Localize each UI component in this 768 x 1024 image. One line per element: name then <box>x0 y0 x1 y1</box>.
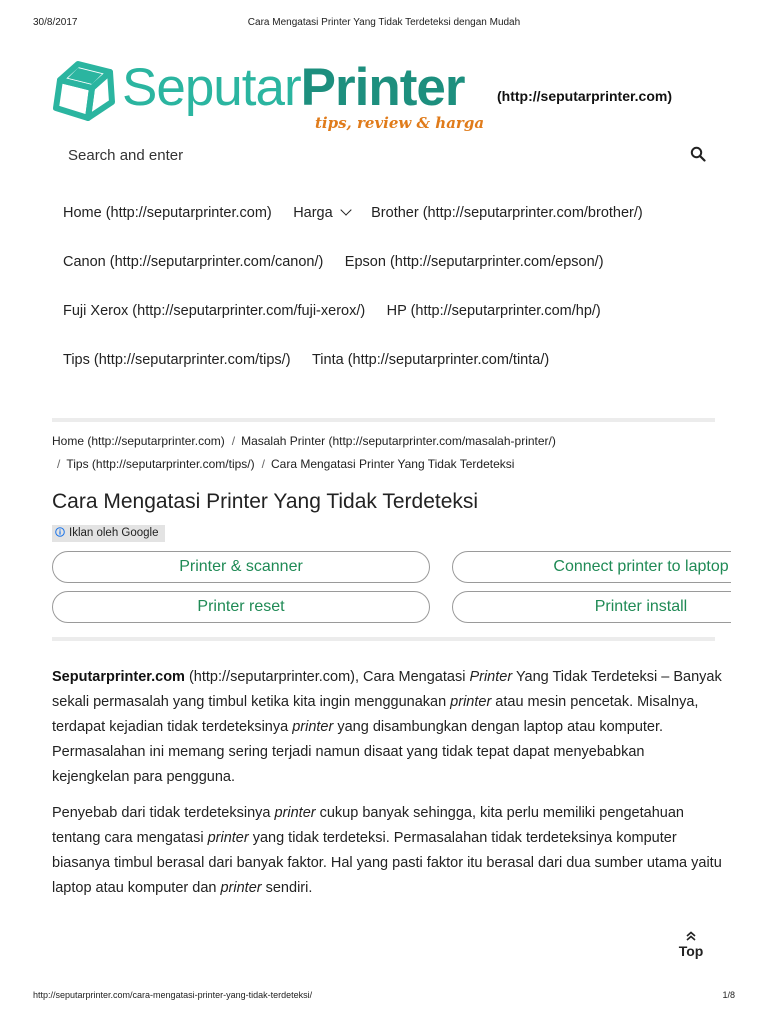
breadcrumb-separator: / <box>261 457 265 471</box>
nav-item-harga[interactable] <box>293 190 350 236</box>
ad-badge[interactable] <box>52 525 165 542</box>
nav-row <box>52 337 732 386</box>
chevron-down-icon <box>340 204 351 215</box>
search-bar <box>52 137 716 171</box>
ad-badge-label: Iklan oleh Google <box>69 527 159 539</box>
nav-row <box>52 190 732 239</box>
back-to-top-label: Top <box>678 943 704 959</box>
breadcrumb-separator: / <box>57 457 61 471</box>
ad-links <box>52 549 731 629</box>
print-header <box>33 17 735 31</box>
nav-item-epson[interactable]: Epson (http://seputarprinter.com/epson/) <box>344 254 604 270</box>
logo-word-1: Seputar <box>122 58 301 117</box>
ad-button-printer-scanner[interactable]: Printer & scanner <box>52 551 430 583</box>
nav-item-home[interactable]: Home (http://seputarprinter.com) <box>63 205 272 221</box>
emphasis: printer <box>292 719 334 735</box>
breadcrumb-tips[interactable]: Tips (http://seputarprinter.com/tips/) <box>66 457 255 471</box>
breadcrumb-home[interactable]: Home (http://seputarprinter.com) <box>52 434 225 448</box>
nav-item-tips[interactable]: Tips (http://seputarprinter.com/tips/) <box>63 352 291 368</box>
double-chevron-up-icon <box>685 930 697 942</box>
nav-item-canon[interactable]: Canon (http://seputarprinter.com/canon/) <box>63 254 324 270</box>
info-icon <box>55 527 65 537</box>
breadcrumb-separator: / <box>231 434 236 448</box>
article-paragraph <box>52 665 722 790</box>
text: sendiri. <box>261 880 313 896</box>
logo-url[interactable]: (http://seputarprinter.com) <box>497 88 673 104</box>
nav-item-hp[interactable]: HP (http://seputarprinter.com/hp/) <box>386 303 601 319</box>
nav-item-brother[interactable]: Brother (http://seputarprinter.com/brother/) <box>371 205 643 221</box>
nav-item-fuji-xerox[interactable]: Fuji Xerox (http://seputarprinter.com/fuji-xerox/) <box>63 303 366 319</box>
text: cukup banyak sehingga, kita perlu memiliki pengetahuan tentang cara mengatasi <box>52 805 684 846</box>
print-footer <box>33 990 735 1004</box>
nav-item-harga-label: Harga <box>293 205 333 221</box>
divider <box>52 418 715 422</box>
emphasis: printer <box>274 805 316 821</box>
emphasis: Printer <box>469 669 513 685</box>
search-input[interactable] <box>52 137 670 173</box>
nav-row <box>52 288 732 337</box>
text: yang tidak terdeteksi. Permasalahan tidak terdeteksinya komputer biasanya timbul berasal dari banyak faktor. Hal yang pasti faktor itu berasal dari dua sumber utama yaitu laptop atau komputer dan <box>52 830 722 896</box>
logo-tagline: tips, review & harga <box>315 114 485 132</box>
print-url: http://seputarprinter.com/cara-mengatasi-printer-yang-tidak-terdeteksi/ <box>33 990 313 1000</box>
print-date: 30/8/2017 <box>33 17 78 28</box>
cube-icon <box>52 58 118 122</box>
back-to-top-button[interactable] <box>676 930 706 959</box>
emphasis: printer <box>220 880 262 896</box>
text: Penyebab dari tidak terdeteksinya <box>52 805 275 821</box>
article-body <box>52 665 722 912</box>
article-paragraph <box>52 801 722 901</box>
emphasis: printer <box>207 830 249 846</box>
logo-wordmark <box>122 58 464 118</box>
breadcrumb <box>52 430 732 476</box>
nav-row <box>52 239 732 288</box>
search-icon[interactable] <box>690 146 706 162</box>
text: Yang Tidak Terdeteksi – Banyak sekali permasalah yang timbul ketika kita ingin menggunakan <box>52 669 722 710</box>
nav-item-tinta[interactable]: Tinta (http://seputarprinter.com/tinta/) <box>311 352 550 368</box>
text: atau mesin pencetak. Misalnya, terdapat kejadian tidak terdeteksinya <box>52 694 699 735</box>
emphasis: printer <box>450 694 492 710</box>
ad-button-connect-printer[interactable]: Connect printer to laptop <box>452 551 731 583</box>
breadcrumb-masalah-printer[interactable]: Masalah Printer (http://seputarprinter.com/masalah-printer/) <box>241 434 556 448</box>
divider <box>52 637 715 641</box>
site-name[interactable]: Seputarprinter.com <box>52 669 185 685</box>
page-title: Cara Mengatasi Printer Yang Tidak Terdeteksi <box>52 490 479 513</box>
breadcrumb-current: Cara Mengatasi Printer Yang Tidak Terdeteksi <box>270 457 515 471</box>
text: yang disambungkan dengan laptop atau komputer. Permasalahan ini memang sering terjadi namun disaat yang tidak tepat dapat menyebabkan kejengkelan para pengguna. <box>52 719 664 785</box>
page-number: 1/8 <box>722 990 735 1000</box>
ad-button-printer-reset[interactable]: Printer reset <box>52 591 430 623</box>
main-nav <box>52 190 732 386</box>
print-title: Cara Mengatasi Printer Yang Tidak Terdeteksi dengan Mudah <box>247 17 521 28</box>
logo-word-2: Printer <box>300 58 465 117</box>
site-logo[interactable] <box>52 56 712 136</box>
ad-button-printer-install[interactable]: Printer install <box>452 591 731 623</box>
text: (http://seputarprinter.com), Cara Mengatasi <box>184 669 470 685</box>
